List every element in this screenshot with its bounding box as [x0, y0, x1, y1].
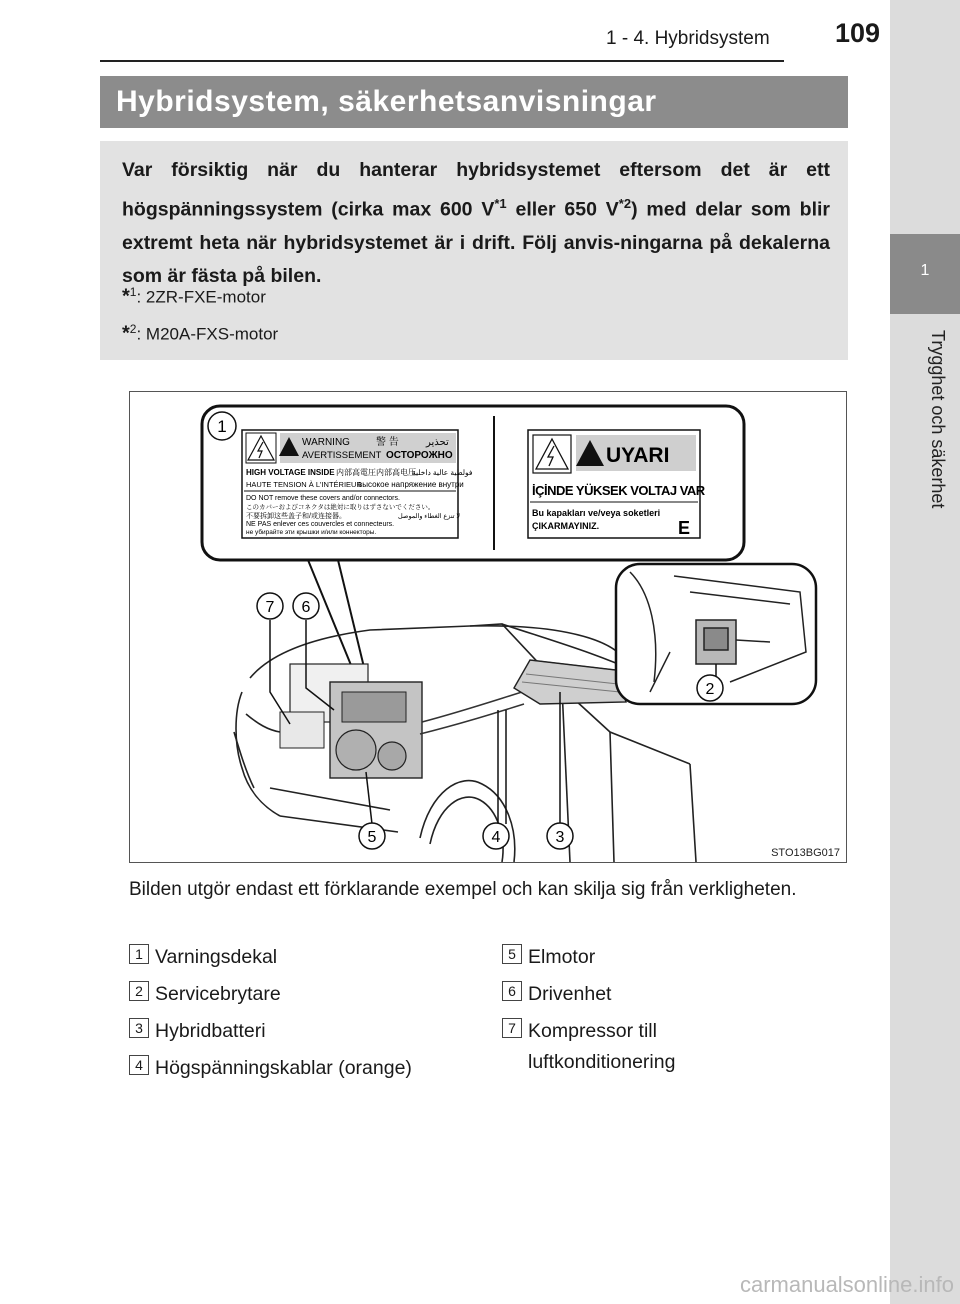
label-line3: 不要拆卸这些盖子和/或连接器。: [246, 513, 346, 520]
label-warning: WARNING: [302, 437, 350, 448]
legend-number: 4: [129, 1055, 149, 1075]
legend-label: Servicebrytare: [155, 983, 281, 1005]
callout-7-number: 7: [265, 599, 275, 616]
label-tr-mark: E: [678, 518, 691, 538]
callout-1-number: 1: [217, 417, 227, 436]
legend-label: Högspänningskablar (orange): [155, 1057, 412, 1079]
legend-number: 2: [129, 981, 149, 1001]
intro-text: [122, 154, 830, 293]
label-warning-ar: تحذير: [426, 437, 449, 448]
label-line4: NE PAS enlever ces couvercles et connecteurs.: [246, 521, 395, 528]
footnote-ref-1: *1: [494, 196, 507, 211]
legend-label-line1: Kompressor till: [528, 1020, 657, 1042]
label-tr-line1: İÇİNDE YÜKSEK VOLTAJ VAR: [532, 483, 705, 498]
label-tr-line3: ÇIKARMAYINIZ.: [532, 521, 600, 531]
footnote-mark: 1: [129, 285, 137, 299]
chapter-tab[interactable]: [890, 234, 960, 314]
section-title: Hybridsystem, säkerhetsanvisningar: [116, 85, 657, 118]
section-title-bar: [100, 76, 848, 128]
intro-part3: ) med delar som blir extremt heta när hybridsystemet är i drift. Följ anvis-ningarna på dekalerna som är fästa på bilen.: [122, 198, 830, 287]
legend-number: 3: [129, 1018, 149, 1038]
callout-6-number: 6: [301, 599, 311, 616]
footnote-star: *: [122, 285, 130, 308]
callout-4-number: 4: [491, 829, 501, 846]
hybrid-battery-drawing: [514, 660, 626, 704]
intro-part2: eller 650 V: [506, 198, 619, 221]
label-avert: AVERTISSEMENT: [302, 450, 382, 461]
label-hv-jp: 内部高電圧: [336, 468, 376, 477]
footnote-star: *: [122, 322, 130, 345]
legend-number: 6: [502, 981, 522, 1001]
label-ht-ru: высокое напряжение внутри: [358, 480, 464, 489]
illustration-caption: Bilden utgör endast ett förklarande exempel och kan skilja sig från verkligheten.: [129, 879, 797, 900]
warning-label-multilingual: [242, 430, 473, 538]
label-line5: не убирайте эти крышки и/или коннекторы.: [246, 529, 377, 536]
section-reference: 1 - 4. Hybridsystem: [606, 28, 770, 49]
label-hv-ar: فولطية عالية داخلية: [412, 468, 473, 477]
illustration-code: STO13BG017: [771, 847, 840, 859]
label-avert-ru: ОСТОРОЖНО: [386, 450, 453, 461]
label-line2: このカバーおよびコネクタは絶対に取りはずさないでください。: [246, 504, 435, 511]
label-tr-line2: Bu kapakları ve/veya soketleri: [532, 508, 661, 518]
legend-number: 5: [502, 944, 522, 964]
label-warning-jp: 警 告: [376, 437, 399, 448]
label-uyari: UYARI: [606, 444, 670, 467]
engine-drive-unit-drawing: [280, 664, 524, 778]
intro-box: [100, 141, 848, 360]
chapter-number: 1: [920, 262, 930, 279]
hybrid-system-illustration: [129, 391, 847, 863]
watermark: carmanualsonline.info: [739, 1272, 954, 1297]
legend-number: 7: [502, 1018, 522, 1038]
callout-5-number: 5: [367, 829, 377, 846]
callout-2-number: 2: [705, 681, 715, 698]
footnote-ref-2: *2: [618, 196, 632, 211]
legend-number: 1: [129, 944, 149, 964]
illustration-drawing: [130, 392, 848, 864]
chapter-title: Trygghet och säkerhet: [928, 330, 948, 509]
footnote-2: [122, 322, 278, 346]
legend-label: Hybridbatteri: [155, 1020, 266, 1042]
page-number: 109: [834, 18, 880, 48]
footnote-1: [122, 285, 266, 309]
label-hv: HIGH VOLTAGE INSIDE: [246, 468, 335, 477]
label-hv-cn: 内部高电压: [376, 468, 416, 477]
label-line3b: لا تنزع الغطاء والموصل: [398, 513, 461, 520]
legend-label: Elmotor: [528, 946, 596, 968]
header-rule: [100, 60, 784, 62]
legend-label-line2: luftkonditionering: [528, 1051, 676, 1073]
intro-part1: Var försiktig när du hanterar hybridsystemet eftersom det är ett högspänningssystem (cirka max 600 V: [122, 159, 830, 221]
footnote-mark: 2: [129, 322, 137, 336]
callout-3-number: 3: [555, 829, 565, 846]
footnote-text: : 2ZR-FXE-motor: [136, 287, 266, 307]
warning-label-turkish: [528, 430, 706, 538]
legend-label: Varningsdekal: [155, 946, 278, 968]
label-line1: DO NOT remove these covers and/or connectors.: [246, 495, 400, 502]
side-strip: [890, 0, 960, 1304]
legend-label: Drivenhet: [528, 983, 612, 1005]
footnote-text: : M20A-FXS-motor: [136, 324, 279, 344]
label-ht: HAUTE TENSION À L'INTÉRIEUR: [246, 480, 362, 489]
